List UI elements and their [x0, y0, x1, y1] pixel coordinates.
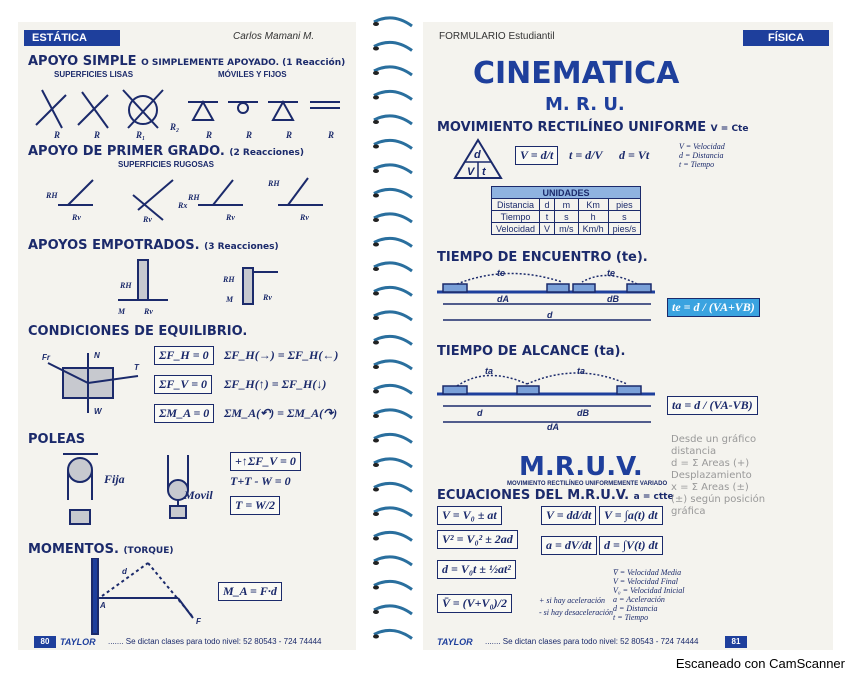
apoyo-simple-title: APOYO SIMPLE O SIMPLEMENTE APOYADO. (1 Reacción) [28, 54, 346, 69]
eq-v-integral: V = ∫a(t) dt [599, 506, 663, 525]
binding-hole [373, 47, 379, 51]
eq-v-mean: V̄ = (V+V₀)/2 [437, 594, 512, 613]
binding-hole [373, 341, 379, 345]
svg-text:d: d [122, 567, 127, 576]
svg-text:RH: RH [46, 191, 58, 200]
eq-sum-fh-expanded: ΣF_H(→) = ΣF_H(←) [224, 348, 339, 362]
left-page [18, 22, 356, 650]
section-header: ESTÁTICA [24, 30, 120, 46]
pulley-eq-1: +↑ΣF_V = 0 [230, 452, 301, 471]
smooth-label: SUPERFICIES LISAS [54, 70, 134, 79]
spiral-coil [374, 18, 412, 26]
svg-text:RH: RH [120, 281, 132, 290]
svg-text:ta: ta [577, 366, 586, 376]
binding-hole [373, 488, 379, 492]
block-forces-diagram [38, 348, 148, 418]
mruv-subtitle: MOVIMIENTO RECTILÍNEO UNIFORMEMENTE VARIADO [507, 481, 668, 487]
encounter-formula: te = d / (VA+VB) [667, 298, 760, 317]
spiral-coil [374, 410, 412, 418]
right-page [423, 22, 833, 650]
spiral-coil [374, 165, 412, 173]
eq-v: V = V₀ ± at [437, 506, 502, 525]
units-table [491, 186, 641, 235]
spiral-coil [374, 581, 412, 589]
spiral-coil [374, 91, 412, 99]
svg-text:R: R [246, 130, 253, 140]
scanner-watermark: Escaneado con CamScanner [675, 656, 845, 671]
binding-hole [373, 292, 379, 296]
binding-hole [373, 218, 379, 222]
eq-sum-ma: ΣM_A = 0 [154, 404, 214, 423]
eq-a-derivative: a = dV/dt [541, 536, 597, 555]
pulley-eq-3: T = W/2 [230, 496, 280, 515]
binding-hole [373, 96, 379, 100]
binding-hole [373, 635, 379, 639]
binding-hole [373, 194, 379, 198]
spiral-binding [368, 12, 418, 652]
moment-eq: M_A = F·d [218, 582, 282, 601]
binding-hole [373, 243, 379, 247]
svg-text:RH: RH [188, 193, 200, 202]
dvt-triangle [453, 138, 503, 180]
rough-label: SUPERFICIES RUGOSAS [118, 160, 215, 169]
sign-plus-note: + si hay aceleración [539, 596, 606, 605]
page-number-right: 81 [725, 636, 747, 648]
table-row: Velocidad V m/s Km/h pies/s [492, 223, 641, 235]
svg-text:RH: RH [268, 179, 280, 188]
catchup-formula: ta = d / (VA-VB) [667, 396, 758, 415]
pulley-eq-2: T+T - W = 0 [230, 474, 291, 488]
units-title: UNIDADES [492, 187, 641, 199]
svg-text:d: d [477, 408, 483, 418]
binding-hole [373, 316, 379, 320]
mru-title: MOVIMIENTO RECTILÍNEO UNIFORME V = Cte [437, 120, 749, 135]
svg-text:Rv: Rv [72, 213, 81, 222]
formula-d: d = Vt [619, 148, 650, 162]
encounter-diagram [437, 268, 657, 330]
eq-sum-fh: ΣF_H = 0 [154, 346, 214, 365]
primer-grado-title: APOYO DE PRIMER GRADO. (2 Reacciones) [28, 144, 304, 159]
poleas-title: POLEAS [28, 432, 86, 447]
svg-text:M: M [118, 307, 126, 316]
binding-hole [373, 463, 379, 467]
svg-text:R: R [94, 130, 101, 140]
spiral-coil [374, 361, 412, 369]
eq-d-integral: d = ∫V(t) dt [599, 536, 663, 555]
momentos-title: MOMENTOS. (TORQUE) [28, 542, 174, 557]
fixed-pulley-label: Fija [104, 472, 125, 486]
svg-text:R₁: R₁ [136, 130, 146, 140]
mruv-title: M.R.U.V. [519, 452, 643, 482]
binding-hole [373, 390, 379, 394]
svg-text:T: T [134, 363, 139, 372]
movable-pulley-label: Movil [184, 488, 213, 502]
spiral-coil [374, 238, 412, 246]
binding-hole [373, 22, 379, 26]
spiral-coil [374, 385, 412, 393]
svg-text:R₂: R₂ [170, 122, 180, 132]
spiral-coil [374, 287, 412, 295]
author: Carlos Mamani M. [233, 31, 315, 42]
svg-text:R: R [328, 130, 335, 140]
catchup-title: TIEMPO DE ALCANCE (ta). [437, 344, 626, 359]
equations-title: ECUACIONES DEL M.R.U.V. a = ctte [437, 488, 674, 503]
formula-t: t = d/V [569, 148, 603, 162]
handwritten-notes: Desde un gráfico distancia d = Σ Areas (+) Desplazamiento x = Σ Areas (±) (±) según posición gráfica [671, 434, 766, 517]
svg-text:dB: dB [607, 294, 619, 304]
eq-sum-ma-expanded: ΣM_A(↶) = ΣM_A(↷) [224, 406, 338, 420]
svg-text:dB: dB [577, 408, 589, 418]
footer-right: ....... Se dictan clases para todo nivel: 52 80543 - 724 74444 [485, 637, 699, 646]
svg-text:Rx: Rx [178, 201, 188, 210]
table-row: Tiempo t s h s [492, 211, 641, 223]
spiral-coil [374, 140, 412, 148]
svg-text:d: d [547, 310, 553, 320]
svg-text:F: F [196, 617, 201, 626]
fixed-supports-diagram [118, 258, 298, 318]
empotrados-title: APOYOS EMPOTRADOS. (3 Reacciones) [28, 238, 279, 253]
spiral-coil [374, 214, 412, 222]
svg-text:d: d [474, 149, 481, 161]
simple-supports-diagram [28, 80, 348, 140]
svg-text:R: R [54, 130, 61, 140]
binding-hole [373, 169, 379, 173]
svg-text:te: te [607, 268, 616, 278]
mru-legend: V = Velocidad d = Distancia t = Tiempo [679, 142, 725, 169]
binding-hole [373, 120, 379, 124]
encounter-title: TIEMPO DE ENCUENTRO (te). [437, 250, 648, 265]
svg-text:ta: ta [485, 366, 494, 376]
svg-text:Rv: Rv [226, 213, 235, 222]
svg-text:Rv: Rv [144, 307, 153, 316]
binding-hole [373, 439, 379, 443]
svg-text:Rv: Rv [300, 213, 309, 222]
svg-text:dA: dA [497, 294, 509, 304]
equilibrio-title: CONDICIONES DE EQUILIBRIO. [28, 324, 248, 339]
svg-text:A: A [100, 601, 106, 610]
eq-d: d = V₀t ± ½at² [437, 560, 516, 579]
binding-hole [373, 365, 379, 369]
svg-text:R: R [286, 130, 293, 140]
spiral-coil [374, 116, 412, 124]
spiral-coil [374, 532, 412, 540]
svg-text:N: N [94, 351, 100, 360]
spiral-coil [374, 67, 412, 75]
binding-hole [373, 537, 379, 541]
page-number-left: 80 [34, 636, 56, 648]
svg-text:M: M [226, 295, 234, 304]
binding-hole [373, 267, 379, 271]
svg-text:dA: dA [547, 422, 559, 432]
svg-text:W: W [94, 407, 102, 416]
sign-minus-note: - si hay desaceleración [539, 608, 613, 617]
binding-hole [373, 414, 379, 418]
binding-hole [373, 586, 379, 590]
spiral-coil [374, 312, 412, 320]
brand-right: TAYLOR [437, 637, 473, 647]
svg-text:te: te [497, 268, 506, 278]
spiral-coil [374, 508, 412, 516]
binding-hole [373, 145, 379, 149]
svg-text:Rv: Rv [263, 293, 272, 302]
spiral-coil [374, 483, 412, 491]
spiral-coil [374, 459, 412, 467]
spiral-coil [374, 42, 412, 50]
spiral-coil [374, 630, 412, 638]
footer-left: ....... Se dictan clases para todo nivel: 52 80543 - 724 74444 [108, 637, 322, 646]
moment-diagram [88, 558, 208, 638]
table-row: Distancia d m Km pies [492, 199, 641, 211]
catchup-diagram [437, 362, 657, 432]
svg-text:RH: RH [223, 275, 235, 284]
brand-left: TAYLOR [60, 637, 96, 647]
formula-v: V = d/t [515, 146, 558, 165]
svg-text:t: t [482, 166, 486, 178]
subtitle: M. R. U. [545, 94, 625, 115]
mobile-label: MÓVILES Y FIJOS [218, 70, 287, 79]
eq-sum-fv-expanded: ΣF_H(↑) = ΣF_H(↓) [224, 377, 327, 391]
first-degree-supports-diagram [38, 170, 338, 225]
svg-text:Fr: Fr [42, 353, 50, 362]
spiral-coil [374, 557, 412, 565]
mruv-legend: V̄ = Velocidad Media V = Velocidad Final V₀ = Velocidad Inicial a = Aceleración d = Distancia t = Tiempo [613, 568, 685, 622]
binding-hole [373, 610, 379, 614]
main-title: CINEMATICA [473, 56, 680, 91]
svg-text:Rv: Rv [143, 215, 152, 224]
eq-sum-fv: ΣF_V = 0 [154, 375, 212, 394]
eq-v-derivative: V = dd/dt [541, 506, 596, 525]
spiral-coil [374, 606, 412, 614]
header-left: FORMULARIO Estudiantil [439, 31, 555, 42]
subject-header: FÍSICA [743, 30, 829, 46]
spiral-coil [374, 434, 412, 442]
spiral-coil [374, 336, 412, 344]
binding-hole [373, 512, 379, 516]
spiral-coil [374, 189, 412, 197]
svg-text:V: V [467, 166, 475, 178]
svg-text:R: R [206, 130, 213, 140]
eq-v-squared: V² = V₀² ± 2ad [437, 530, 518, 549]
spiral-coil [374, 263, 412, 271]
binding-hole [373, 561, 379, 565]
binding-hole [373, 71, 379, 75]
